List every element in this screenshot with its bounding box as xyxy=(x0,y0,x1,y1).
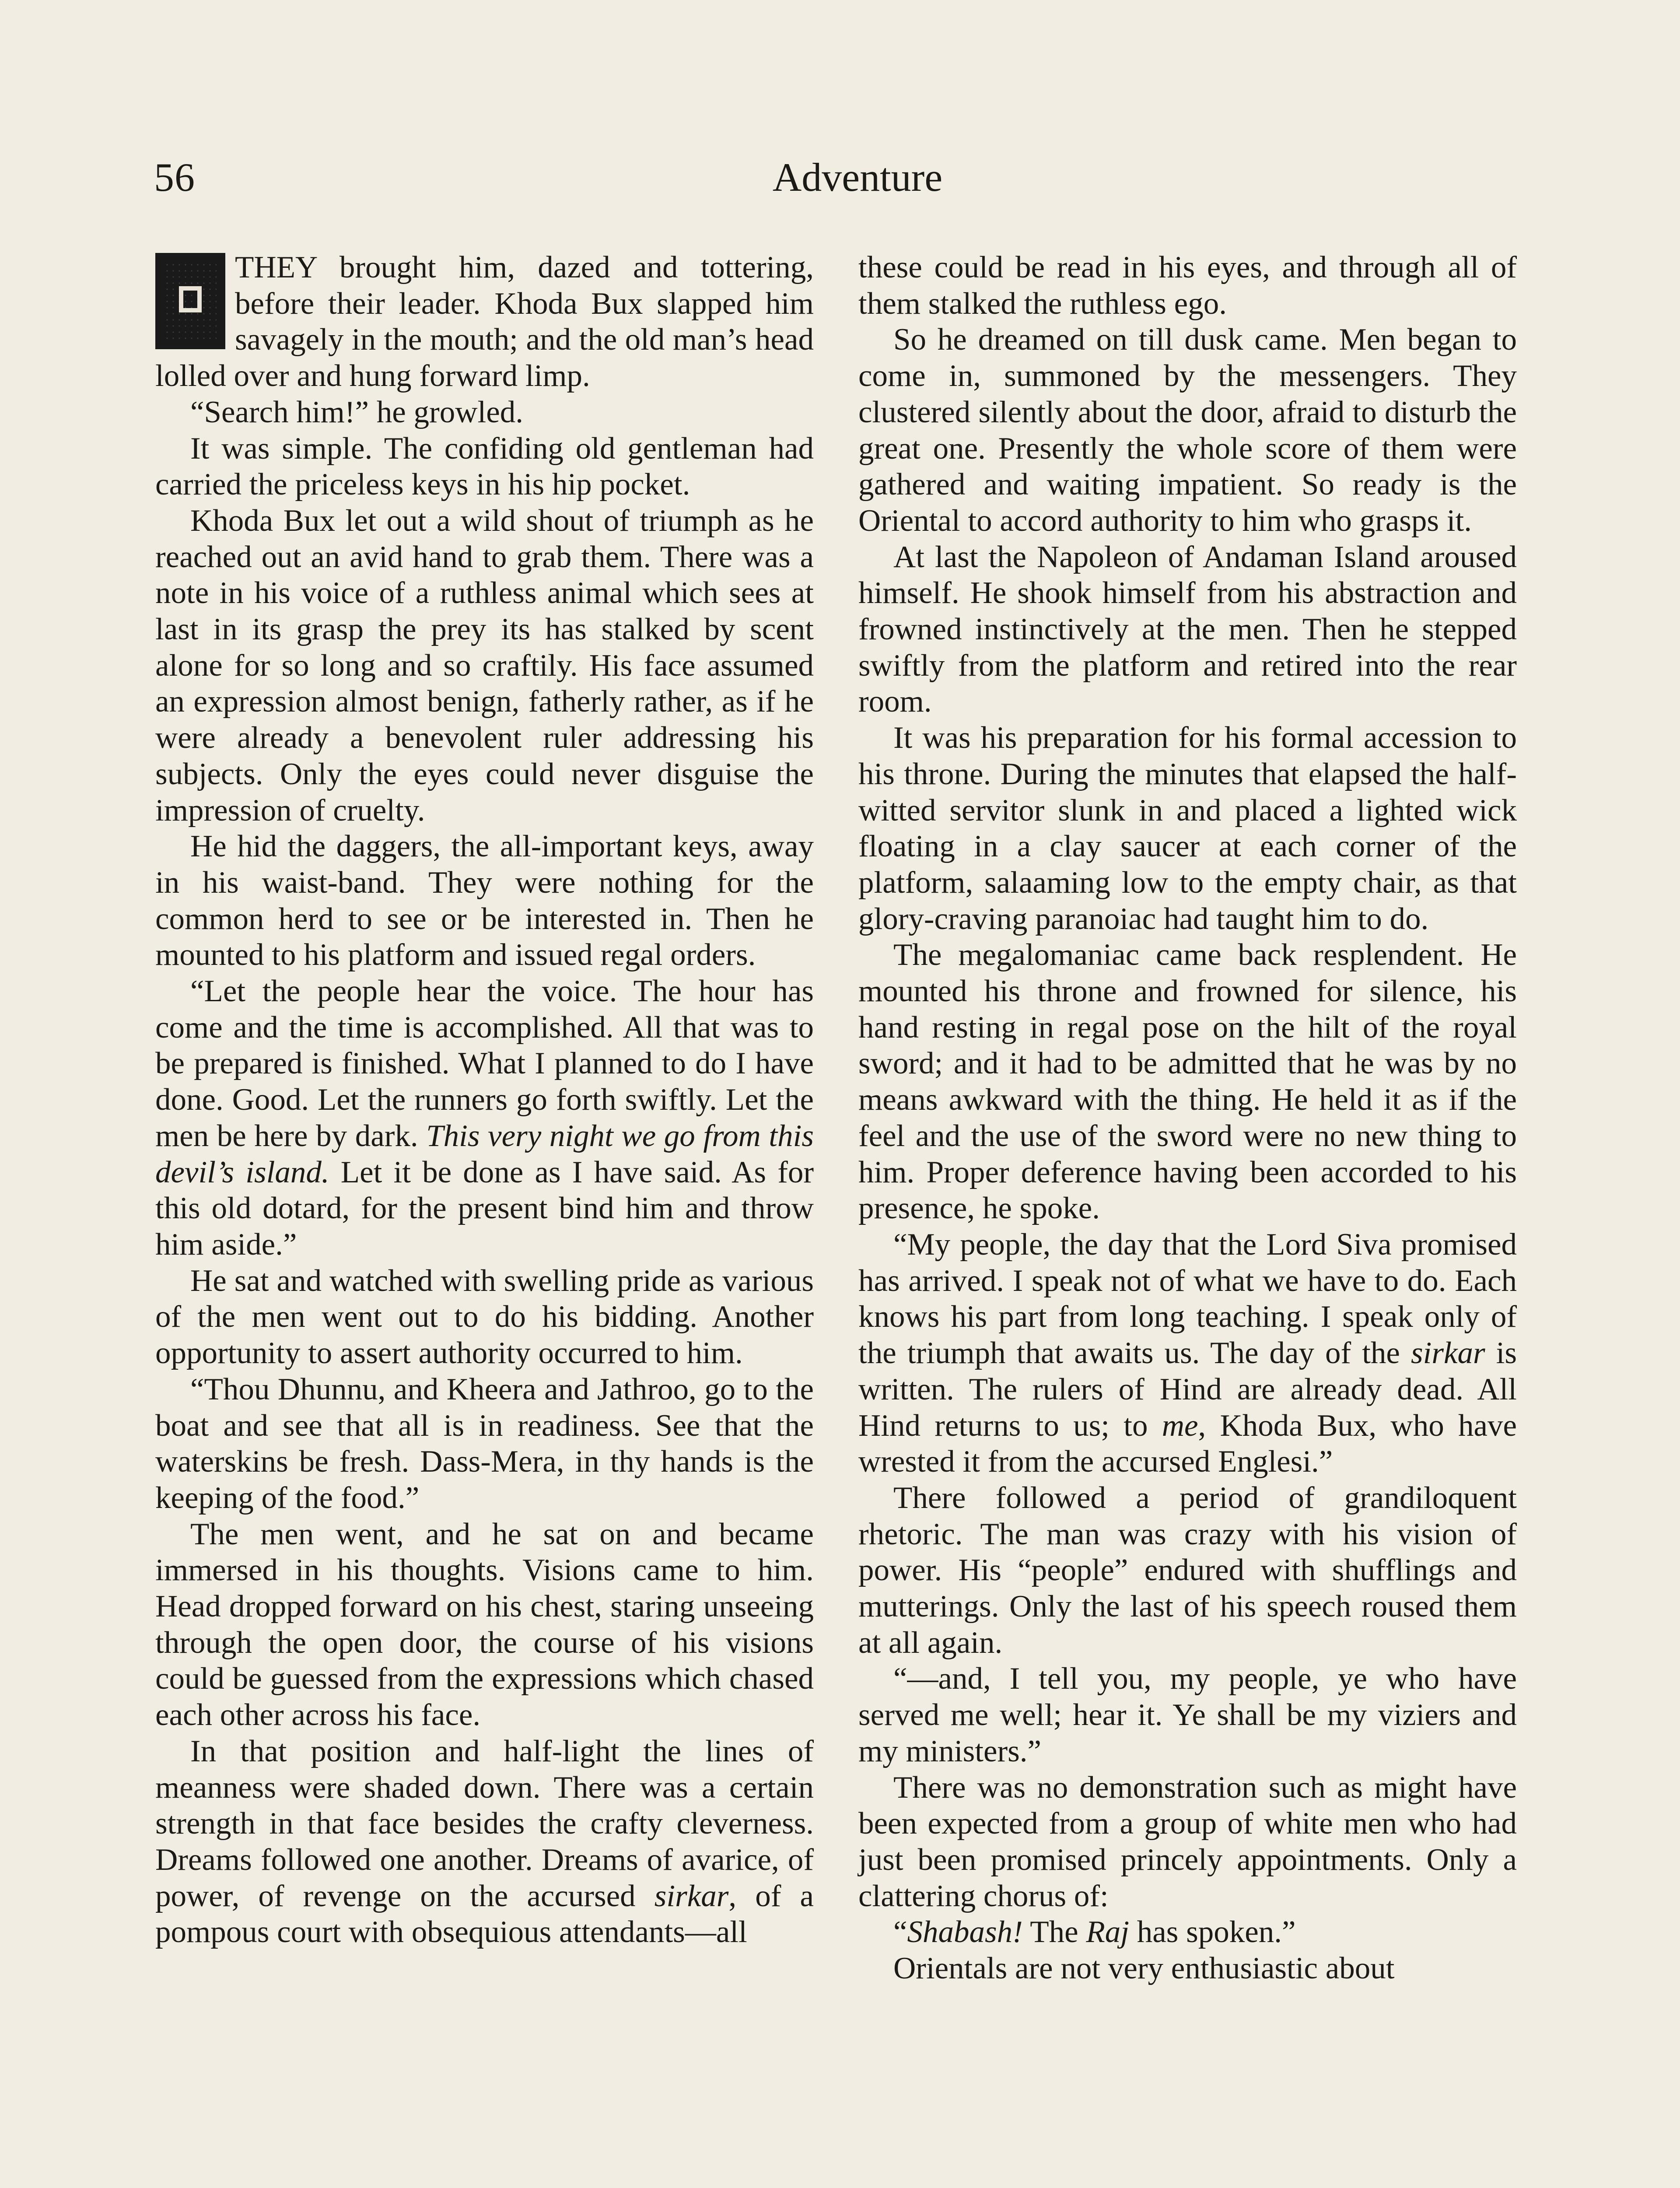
paragraph xyxy=(155,973,814,1263)
text-run: “Let the people hear the voice. The hour has come and the time is accomplished. All that was to be prepared is finished. What I planned to do I have done. Good. Let the runners go forth swiftly. Let the men be here by dark. xyxy=(155,974,814,1153)
paragraph: He hid the daggers, the all-important keys, away in his waist-band. They were nothing for the common herd to see or be interested in. Then he mounted to his platform and issued regal orders. xyxy=(155,829,814,972)
ornamental-dropcap-icon xyxy=(155,253,225,349)
paragraph: Orientals are not very enthusiastic about xyxy=(893,1951,1395,1986)
text-run: In that position and half-light the lines of meanness were shaded down. There was a certain strength in that face besides the crafty cleverness. Dreams followed one another. Dreams of avarice, of power, of revenge on the accursed xyxy=(155,1734,814,1913)
text-run: has spoken.” xyxy=(1129,1915,1296,1950)
paragraph: There was no demonstration such as might have been expected from a group of white men who had just been promised princely appointments. Only a clattering chorus of: xyxy=(858,1770,1517,1913)
paragraph: “—and, I tell you, my people, ye who have served me well; hear it. Ye shall be my viziers and my ministers.” xyxy=(858,1662,1517,1768)
paragraph: At last the Napoleon of Andaman Island aroused himself. He shook himself from his abstraction and frowned instinctively at the men. Then he stepped swiftly from the platform and retired into the rear room. xyxy=(858,540,1517,719)
paragraph xyxy=(858,1227,1517,1480)
paragraph: Khoda Bux let out a wild shout of triumph as he reached out an avid hand to grab them. There was a note in his voice of a ruthless animal which sees at last in its grasp the prey its has stalked by scent alone for so long and so craftily. His face assumed an expression almost benign, fatherly rather, as if he were already a benevolent ruler addressing his subjects. Only the eyes could never disguise the impression of cruelty. xyxy=(155,503,814,828)
paragraph xyxy=(858,1914,1517,1950)
text-run: , Khoda Bux, who have wrested it from the accursed Englesi.” xyxy=(858,1408,1517,1479)
italic-text: me xyxy=(1162,1408,1198,1443)
paragraph: these could be read in his eyes, and through all of them stalked the ruthless ego. xyxy=(858,250,1517,321)
paragraph: The megalomaniac came back resplendent. He mounted his throne and frowned for silence, his hand resting in regal pose on the hilt of the royal sword; and it had to be admitted that he was by no means awkward with the thing. He held it as if the feel and the use of the sword were no new thing to him. Proper deference having been accorded to his presence, he spoke. xyxy=(858,938,1517,1226)
text-run: Let it be done as I have said. As for this old dotard, for the present bind him and throw him aside.” xyxy=(155,1155,814,1262)
paragraph: It was simple. The confiding old gentleman had carried the priceless keys in his hip pocket. xyxy=(155,431,814,502)
italic-text: Raj xyxy=(1086,1915,1130,1950)
paragraph: There followed a period of grandiloquent rhetoric. The man was crazy with his vision of power. His “people” endured with shufflings and mutterings. Only the last of his speech roused them at all again. xyxy=(858,1480,1517,1660)
text-run: is written. The rulers of Hind are already dead. All Hind returns to us; to xyxy=(858,1336,1517,1443)
right-column xyxy=(858,249,1517,1987)
italic-text: sirkar xyxy=(1410,1336,1485,1371)
paragraph-text: THEY brought him, dazed and tottering, before their leader. Khoda Bux slapped him savagely in the mouth; and the old man’s head lolled over and hung forward limp. xyxy=(155,250,814,393)
text-run: , of a pompous court with obsequious attendants—all xyxy=(155,1879,814,1950)
paragraph: So he dreamed on till dusk came. Men began to come in, summoned by the messengers. They clustered silently about the door, afraid to disturb the great one. Presently the whole score of them were gathered and waiting impatient. So ready is the Oriental to accord authority to him who grasps it. xyxy=(858,323,1517,538)
text-run: The xyxy=(1022,1915,1086,1950)
italic-text: Shabash! xyxy=(907,1915,1023,1950)
paragraph xyxy=(155,1733,814,1950)
left-column xyxy=(155,249,814,1950)
italic-text: sirkar xyxy=(654,1879,729,1913)
italic-text: This very night we go from this devil’s island. xyxy=(155,1119,814,1189)
paragraph: “Search him!” he growled. xyxy=(190,395,523,429)
text-run: “ xyxy=(893,1915,907,1950)
paragraph: It was his preparation for his formal accession to his throne. During the minutes that elapsed the half-witted servitor slunk in and placed a lighted wick floating in a clay saucer at each corner of the platform, salaaming low to the empty chair, as that glory-craving paranoiac had taught him to do. xyxy=(858,721,1517,936)
page-number: 56 xyxy=(154,155,195,200)
paragraph: The men went, and he sat on and became immersed in his thoughts. Visions came to him. Head dropped forward on his chest, staring unseeing through the open door, the course of his visions could be guessed from the expressions which chased each other across his face. xyxy=(155,1517,814,1732)
paragraph: He sat and watched with swelling pride as various of the men went out to do his bidding. Another opportunity to assert authority occurred to him. xyxy=(155,1263,814,1371)
paragraph: “Thou Dhunnu, and Kheera and Jathroo, go to the boat and see that all is in readiness. See that the waterskins be fresh. Dass-Mera, in thy hands is the keeping of the food.” xyxy=(155,1372,814,1515)
paragraph xyxy=(155,249,814,394)
text-run: “My people, the day that the Lord Siva promised has arrived. I speak not of what we have to do. Each knows his part from long teaching. I speak only of the triumph that awaits us. The day of the xyxy=(858,1227,1517,1371)
magazine-title: Adventure xyxy=(772,155,943,200)
